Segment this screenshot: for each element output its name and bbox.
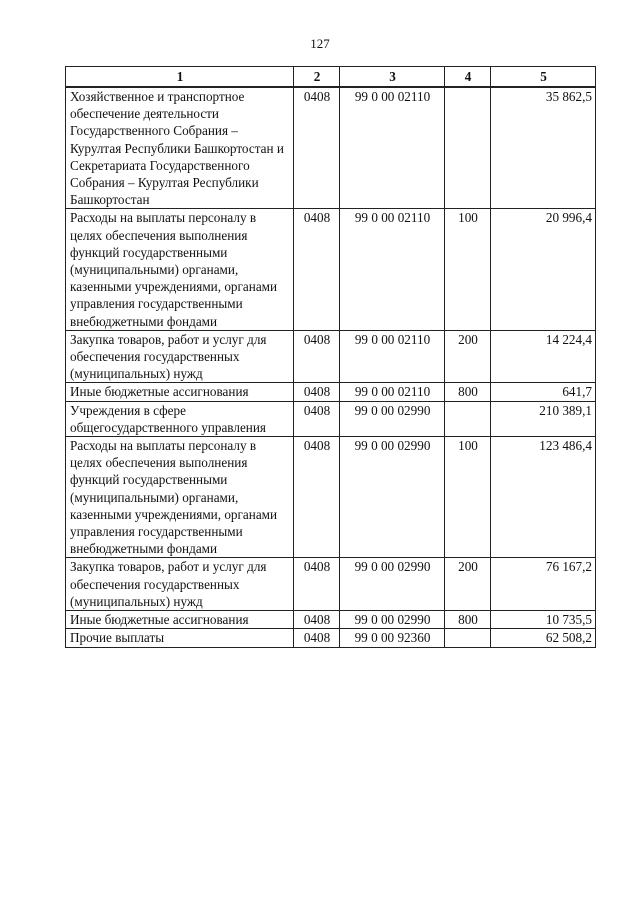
table-row — [66, 401, 596, 436]
row-section: 0408 — [294, 558, 340, 611]
row-target: 99 0 00 02110 — [340, 87, 445, 209]
row-section: 0408 — [294, 629, 340, 647]
table-row — [66, 383, 596, 401]
column-header-section: 2 — [294, 67, 340, 88]
row-amount: 10 735,5 — [491, 611, 596, 629]
row-type: 100 — [445, 209, 491, 330]
table-row — [66, 611, 596, 629]
row-type: 200 — [445, 330, 491, 383]
row-amount: 62 508,2 — [491, 629, 596, 647]
table-row — [66, 629, 596, 647]
row-type: 800 — [445, 611, 491, 629]
column-header-target: 3 — [340, 67, 445, 88]
table-row — [66, 558, 596, 611]
row-target: 99 0 00 92360 — [340, 629, 445, 647]
table-row — [66, 209, 596, 330]
header-row — [66, 67, 596, 88]
row-amount: 210 389,1 — [491, 401, 596, 436]
row-amount: 76 167,2 — [491, 558, 596, 611]
table-body — [66, 87, 596, 647]
row-section: 0408 — [294, 87, 340, 209]
row-type: 100 — [445, 437, 491, 558]
row-target: 99 0 00 02990 — [340, 437, 445, 558]
row-target: 99 0 00 02110 — [340, 209, 445, 330]
column-header-type: 4 — [445, 67, 491, 88]
table-row — [66, 437, 596, 558]
row-target: 99 0 00 02990 — [340, 611, 445, 629]
row-target: 99 0 00 02110 — [340, 330, 445, 383]
row-target: 99 0 00 02990 — [340, 401, 445, 436]
row-name: Иные бюджетные ассигнования — [66, 611, 294, 629]
row-target: 99 0 00 02990 — [340, 558, 445, 611]
row-type: 200 — [445, 558, 491, 611]
table-row — [66, 87, 596, 209]
row-section: 0408 — [294, 437, 340, 558]
row-type — [445, 87, 491, 209]
row-type — [445, 629, 491, 647]
row-section: 0408 — [294, 330, 340, 383]
row-type: 800 — [445, 383, 491, 401]
row-name: Хозяйственное и транспортное обеспечение деятельности Государственного Собрания – Курултая Республики Башкортостан и Секретариата Государственного Собрания – Курултая Республики Башкортостан — [66, 87, 294, 209]
row-target: 99 0 00 02110 — [340, 383, 445, 401]
row-name: Учреждения в сфере общегосударственного управления — [66, 401, 294, 436]
row-name: Прочие выплаты — [66, 629, 294, 647]
table-row — [66, 330, 596, 383]
row-name: Расходы на выплаты персоналу в целях обеспечения выполнения функций государственными (муниципальными) органами, казенными учреждениями, органами управления государственными внебюджетными фондами — [66, 437, 294, 558]
row-name: Иные бюджетные ассигнования — [66, 383, 294, 401]
row-section: 0408 — [294, 611, 340, 629]
row-section: 0408 — [294, 401, 340, 436]
row-name: Закупка товаров, работ и услуг для обеспечения государственных (муниципальных) нужд — [66, 558, 294, 611]
row-section: 0408 — [294, 209, 340, 330]
row-name: Закупка товаров, работ и услуг для обеспечения государственных (муниципальных) нужд — [66, 330, 294, 383]
budget-table — [65, 66, 596, 648]
column-header-name: 1 — [66, 67, 294, 88]
row-amount: 123 486,4 — [491, 437, 596, 558]
row-name: Расходы на выплаты персоналу в целях обеспечения выполнения функций государственными (муниципальными) органами, казенными учреждениями, органами управления государственными внебюджетными фондами — [66, 209, 294, 330]
row-amount: 35 862,5 — [491, 87, 596, 209]
row-type — [445, 401, 491, 436]
page-number: 127 — [310, 36, 330, 51]
row-amount: 20 996,4 — [491, 209, 596, 330]
column-header-amount: 5 — [491, 67, 596, 88]
row-section: 0408 — [294, 383, 340, 401]
table-header — [66, 67, 596, 88]
row-amount: 641,7 — [491, 383, 596, 401]
row-amount: 14 224,4 — [491, 330, 596, 383]
